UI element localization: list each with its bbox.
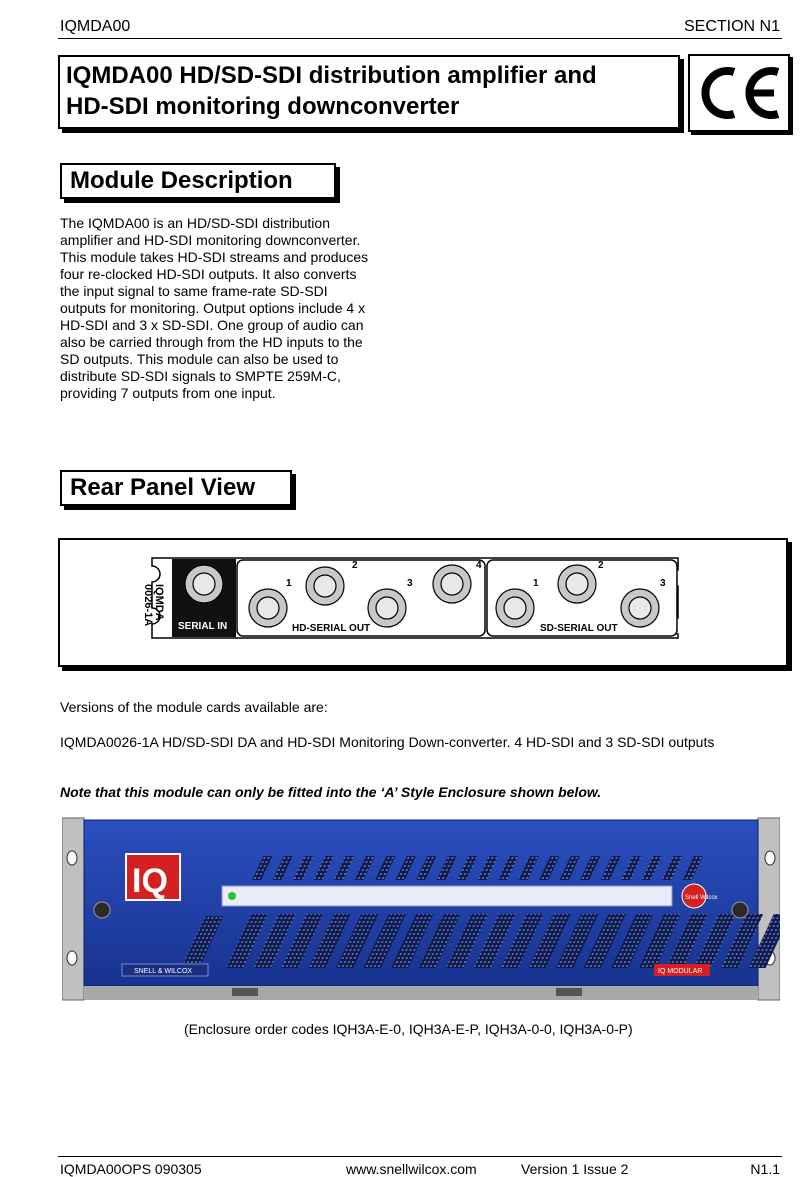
footer-rule — [58, 1156, 782, 1157]
title-line-1: IQMDA00 HD/SD-SDI distribution amplifier and — [66, 62, 597, 89]
rear-panel-diagram — [60, 540, 786, 665]
version-line: IQMDA0026-1A HD/SD-SDI DA and HD-SDI Monitoring Down-converter. 4 HD-SDI and 3 SD-SDI outputs — [60, 734, 715, 750]
part-label-2: 0026-1A — [142, 584, 154, 627]
hd-number: 1 — [286, 578, 292, 589]
footer-doc-code: IQMDA00OPS 090305 — [60, 1161, 202, 1177]
iq-modular-badge: IQ MODULAR — [658, 968, 703, 975]
iq-logo-text: IQ — [132, 862, 168, 900]
desc-line: The IQMDA00 is an HD/SD-SDI distribution — [60, 215, 330, 231]
title-line-2: HD-SDI monitoring downconverter — [66, 93, 460, 120]
module-description-heading: Module Description — [60, 163, 336, 199]
desc-line: amplifier and HD-SDI monitoring downconverter. — [60, 232, 361, 248]
enclosure-note: Note that this module can only be fitted into the ‘A’ Style Enclosure shown below. — [60, 784, 602, 800]
desc-line: providing 7 outputs from one input. — [60, 385, 276, 401]
enclosure-caption: (Enclosure order codes IQH3A-E-0, IQH3A-E-P, IQH3A-0-0, IQH3A-0-P) — [184, 1021, 633, 1037]
desc-line: HD-SDI and 3 x SD-SDI. One group of audio can — [60, 317, 364, 333]
sd-number: 3 — [660, 578, 666, 589]
desc-line: outputs for monitoring. Output options include 4 x — [60, 300, 366, 316]
header-doc-code: IQMDA00 — [60, 18, 131, 35]
desc-line: distribute SD-SDI signals to SMPTE 259M-C, — [60, 368, 341, 384]
hd-number: 2 — [352, 560, 358, 571]
ce-mark — [688, 54, 790, 132]
footer-page-number: N1.1 — [750, 1161, 780, 1177]
enclosure-drawing — [62, 816, 780, 1002]
hd-number: 4 — [476, 560, 482, 571]
brand-text: SNELL & WILCOX — [134, 968, 193, 975]
sd-number: 1 — [533, 578, 539, 589]
desc-line: This module takes HD-SDI streams and produces — [60, 249, 369, 265]
rear-panel-heading: Rear Panel View — [60, 470, 292, 506]
page-title — [66, 60, 676, 122]
rear-panel-frame — [58, 538, 788, 667]
header-section: SECTION N1 — [683, 18, 780, 35]
footer-version: Version 1 Issue 2 — [521, 1161, 629, 1177]
hd-number: 3 — [407, 578, 413, 589]
versions-intro: Versions of the module cards available are: — [60, 699, 328, 715]
sd-out-label: SD-SERIAL OUT — [540, 623, 618, 634]
header-rule — [58, 38, 782, 39]
serial-in-label: SERIAL IN — [178, 621, 228, 632]
enclosure-image — [62, 816, 780, 1002]
desc-line: also be carried through from the HD inputs to the — [60, 334, 363, 350]
ce-mark-icon — [690, 56, 788, 130]
desc-line: four re-clocked HD-SDI outputs. It also converts — [60, 266, 357, 282]
sd-number: 2 — [598, 560, 604, 571]
module-description-text — [60, 215, 420, 402]
desc-line: SD outputs. This module can also be used to — [60, 351, 339, 367]
hd-out-label: HD-SERIAL OUT — [292, 623, 371, 634]
desc-line: the input signal to same frame-rate SD-SDI — [60, 283, 328, 299]
part-label-1: IQMDA — [153, 584, 165, 621]
snell-logo: Snell Wilcox — [685, 895, 718, 901]
footer-url[interactable]: www.snellwilcox.com — [346, 1161, 477, 1177]
